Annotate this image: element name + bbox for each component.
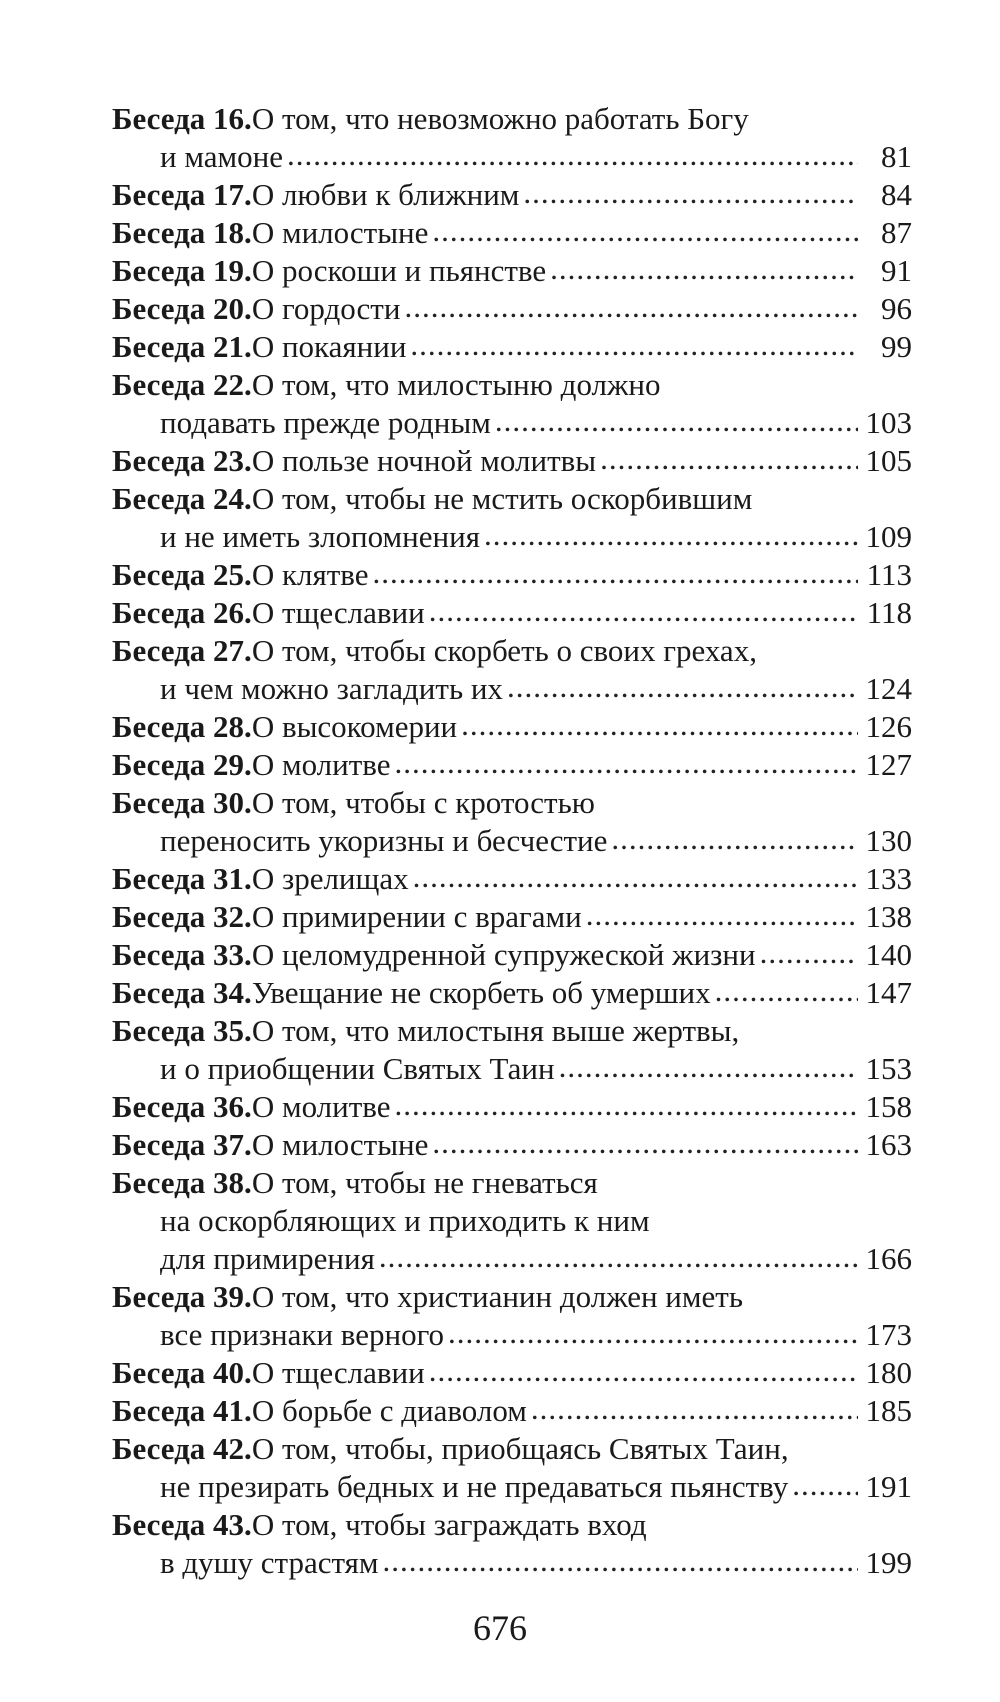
leader-dots: [495, 404, 858, 440]
entry-page: 81: [881, 139, 912, 174]
entry-page: 133: [865, 861, 912, 896]
toc-entry-line: [112, 860, 912, 898]
toc-entry-line: [112, 1316, 912, 1354]
entry-label: Беседа 34.: [112, 975, 252, 1010]
entry-label: Беседа 18.: [112, 215, 252, 250]
leader-dots: [373, 556, 858, 592]
entry-title: и чем можно загладить их: [160, 671, 503, 706]
leader-dots: [383, 1544, 859, 1580]
entry-title: О клятве: [251, 557, 369, 592]
entry-title: О том, чтобы не мстить оскорбившим: [251, 481, 753, 516]
entry-title: О милостыне: [251, 1127, 429, 1162]
entry-page: 105: [865, 443, 912, 478]
toc-entry-line: [112, 974, 912, 1012]
leader-dots: [432, 1126, 858, 1162]
toc-entry-line: [112, 822, 912, 860]
entry-page: 84: [881, 177, 912, 212]
entry-page: 138: [865, 899, 912, 934]
entry-page: 199: [865, 1545, 912, 1580]
entry-page: 124: [865, 671, 912, 706]
entry-label: Беседа 42.: [112, 1431, 252, 1466]
toc-entry-line: [112, 138, 912, 176]
entry-page: 153: [865, 1051, 912, 1086]
entry-title: на оскорбляющих и приходить к ним: [160, 1203, 650, 1238]
leader-dots: [715, 974, 858, 1010]
toc-entry-line: [112, 366, 912, 404]
leader-dots: [484, 518, 858, 554]
entry-label: Беседа 37.: [112, 1127, 252, 1162]
entry-title: О тщеславии: [251, 1355, 425, 1390]
toc-entry-line: [112, 328, 912, 366]
toc-entry-line: [112, 1278, 912, 1316]
leader-dots: [379, 1240, 858, 1276]
entry-page: 185: [865, 1393, 912, 1428]
entry-title: Увещание не скорбеть об умерших: [251, 975, 711, 1010]
entry-label: Беседа 27.: [112, 633, 252, 668]
leader-dots: [394, 746, 858, 782]
entry-label: Беседа 25.: [112, 557, 252, 592]
toc-entry-line: [112, 404, 912, 442]
entry-page: 103: [865, 405, 912, 440]
toc-entry-line: [112, 1430, 912, 1468]
entry-title: О любви к ближним: [251, 177, 520, 212]
toc-entry-line: [112, 214, 912, 252]
toc-entry-line: [112, 556, 912, 594]
entry-title: О зрелищах: [251, 861, 409, 896]
leader-dots: [550, 252, 858, 288]
entry-title: О том, чтобы, приобщаясь Святых Таин,: [251, 1431, 789, 1466]
leader-dots: [531, 1392, 858, 1428]
leader-dots: [792, 1468, 858, 1504]
toc-entry-line: [112, 746, 912, 784]
entry-title: О целомудренной супружеской жизни: [251, 937, 756, 972]
entry-label: Беседа 16.: [112, 101, 252, 136]
entry-page: 126: [865, 709, 912, 744]
toc-entry-line: [112, 442, 912, 480]
entry-title: О том, что христианин должен иметь: [251, 1279, 743, 1314]
entry-page: 166: [865, 1241, 912, 1276]
entry-title: О милостыне: [251, 215, 429, 250]
entry-label: Беседа 28.: [112, 709, 252, 744]
entry-label: Беседа 19.: [112, 253, 252, 288]
entry-page: 91: [881, 253, 912, 288]
page-number: 676: [473, 1608, 527, 1648]
entry-title: не презирать бедных и не предаваться пьянству: [160, 1469, 789, 1504]
entry-label: Беседа 29.: [112, 747, 252, 782]
toc-entry-line: [112, 898, 912, 936]
entry-page: 113: [866, 557, 912, 592]
entry-title: О высокомерии: [251, 709, 458, 744]
toc-entry-line: [112, 176, 912, 214]
entry-page: 109: [865, 519, 912, 554]
table-of-contents: [112, 100, 912, 1582]
entry-title: для примирения: [160, 1241, 375, 1276]
entry-label: Беседа 33.: [112, 937, 252, 972]
entry-page: 180: [865, 1355, 912, 1390]
entry-label: Беседа 40.: [112, 1355, 252, 1390]
entry-page: 158: [865, 1089, 912, 1124]
entry-title: О молитве: [251, 1089, 391, 1124]
toc-entry-line: [112, 1202, 912, 1240]
leader-dots: [559, 1050, 858, 1086]
entry-label: Беседа 21.: [112, 329, 252, 364]
leader-dots: [461, 708, 858, 744]
toc-entry-line: [112, 594, 912, 632]
entry-label: Беседа 32.: [112, 899, 252, 934]
entry-page: 127: [865, 747, 912, 782]
toc-entry-line: [112, 1164, 912, 1202]
entry-page: 118: [866, 595, 912, 630]
leader-dots: [410, 328, 858, 364]
entry-title: О тщеславии: [251, 595, 425, 630]
entry-title: О роскоши и пьянстве: [251, 253, 547, 288]
entry-title: О том, чтобы не гневаться: [251, 1165, 598, 1200]
entry-title: О борьбе с диаволом: [251, 1393, 527, 1428]
leader-dots: [760, 936, 858, 972]
entry-title: О примирении с врагами: [251, 899, 582, 934]
leader-dots: [413, 860, 858, 896]
entry-label: Беседа 35.: [112, 1013, 252, 1048]
entry-label: Беседа 30.: [112, 785, 252, 820]
entry-title: и не иметь злопомнения: [160, 519, 480, 554]
toc-entry-line: [112, 1012, 912, 1050]
toc-entry-line: [112, 670, 912, 708]
entry-label: Беседа 22.: [112, 367, 252, 402]
entry-title: и о приобщении Святых Таин: [160, 1051, 555, 1086]
leader-dots: [600, 442, 858, 478]
toc-entry-line: [112, 1392, 912, 1430]
entry-label: Беседа 20.: [112, 291, 252, 326]
entry-title: О том, что милостыня выше жертвы,: [251, 1013, 740, 1048]
leader-dots: [429, 1354, 858, 1390]
entry-label: Беседа 39.: [112, 1279, 252, 1314]
entry-page: 147: [865, 975, 912, 1010]
entry-page: 140: [865, 937, 912, 972]
entry-page: 99: [881, 329, 912, 364]
toc-entry-line: [112, 252, 912, 290]
entry-label: Беседа 26.: [112, 595, 252, 630]
entry-page: 191: [865, 1469, 912, 1504]
entry-title: О том, чтобы с кротостью: [251, 785, 595, 820]
entry-label: Беседа 31.: [112, 861, 252, 896]
entry-title: О гордости: [251, 291, 401, 326]
toc-entry-line: [112, 1240, 912, 1278]
entry-title: О том, что невозможно работать Богу: [251, 101, 749, 136]
toc-entry-line: [112, 1050, 912, 1088]
toc-entry-line: [112, 1088, 912, 1126]
entry-title: О пользе ночной молитвы: [251, 443, 597, 478]
leader-dots: [287, 138, 858, 174]
entry-page: 130: [865, 823, 912, 858]
entry-label: Беседа 24.: [112, 481, 252, 516]
toc-entry-line: [112, 1126, 912, 1164]
entry-page: 163: [865, 1127, 912, 1162]
entry-page: 173: [865, 1317, 912, 1352]
leader-dots: [448, 1316, 858, 1352]
entry-page: 87: [881, 215, 912, 250]
leader-dots: [611, 822, 858, 858]
leader-dots: [404, 290, 858, 326]
entry-title: О том, что милостыню должно: [251, 367, 661, 402]
toc-entry-line: [112, 1468, 912, 1506]
entry-title: О том, чтобы скорбеть о своих грехах,: [251, 633, 757, 668]
entry-title: О покаянии: [251, 329, 407, 364]
toc-entry-line: [112, 480, 912, 518]
entry-title: переносить укоризны и бесчестие: [160, 823, 608, 858]
toc-entry-line: [112, 290, 912, 328]
entry-label: Беседа 23.: [112, 443, 252, 478]
leader-dots: [394, 1088, 858, 1124]
leader-dots: [432, 214, 858, 250]
entry-label: Беседа 41.: [112, 1393, 252, 1428]
leader-dots: [586, 898, 858, 934]
toc-entry-line: [112, 784, 912, 822]
toc-entry-line: [112, 100, 912, 138]
entry-label: Беседа 17.: [112, 177, 252, 212]
leader-dots: [507, 670, 858, 706]
entry-label: Беседа 36.: [112, 1089, 252, 1124]
entry-title: О том, чтобы заграждать вход: [251, 1507, 647, 1542]
toc-entry-line: [112, 936, 912, 974]
leader-dots: [523, 176, 858, 212]
entry-title: в душу страстям: [160, 1545, 379, 1580]
entry-page: 96: [881, 291, 912, 326]
toc-entry-line: [112, 1544, 912, 1582]
toc-entry-line: [112, 518, 912, 556]
leader-dots: [429, 594, 858, 630]
entry-label: Беседа 38.: [112, 1165, 252, 1200]
entry-title: все признаки верного: [160, 1317, 445, 1352]
entry-label: Беседа 43.: [112, 1507, 252, 1542]
entry-title: подавать прежде родным: [160, 405, 491, 440]
toc-entry-line: [112, 1354, 912, 1392]
entry-title: О молитве: [251, 747, 391, 782]
toc-entry-line: [112, 1506, 912, 1544]
toc-entry-line: [112, 632, 912, 670]
entry-title: и мамоне: [160, 139, 283, 174]
toc-entry-line: [112, 708, 912, 746]
